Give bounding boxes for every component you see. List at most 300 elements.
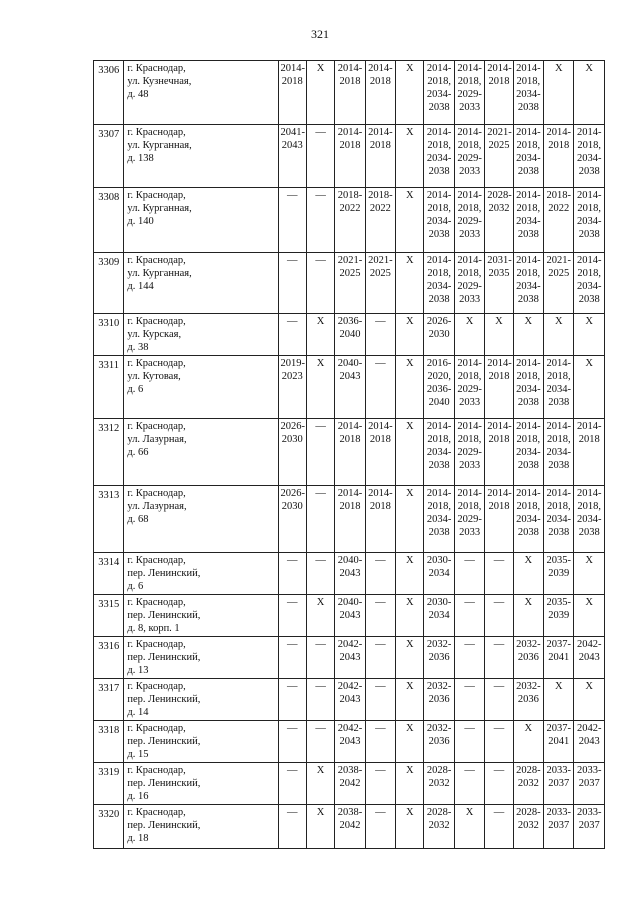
period-cell [574, 763, 605, 805]
schedule-table [93, 60, 605, 849]
period-cell [278, 805, 306, 849]
cell-line: 2034- [516, 281, 541, 292]
cell-line: 2032- [426, 681, 452, 692]
address-line: г. Краснодар, [127, 555, 186, 566]
address-line: пер. Ленинский, [127, 778, 201, 789]
period-cell [574, 486, 605, 553]
period-cell [396, 314, 424, 356]
period-cell [278, 486, 306, 553]
cell-line: — [464, 723, 475, 734]
cell-line: 2014- [576, 190, 602, 201]
cell-line: 2036- [426, 384, 452, 395]
table-row [94, 419, 605, 486]
period-cell [365, 253, 395, 314]
cell-line: 2036 [428, 652, 450, 663]
address-line: д. 13 [127, 665, 149, 676]
cell-line: 2018, [516, 371, 541, 382]
period-cell [544, 595, 574, 637]
period-cell [424, 314, 454, 356]
cell-line: 2043 [339, 652, 361, 663]
period-cell [278, 637, 306, 679]
cell-line: 2014- [426, 63, 452, 74]
cell-line: 2038 [578, 527, 600, 538]
period-cell [335, 637, 365, 679]
address-line: г. Краснодар, [127, 316, 186, 327]
address-line: д. 140 [127, 216, 154, 227]
cell-line: 2038 [428, 460, 450, 471]
cell-line: 2037 [578, 820, 600, 831]
cell-line: X [316, 597, 325, 608]
cell-line: X [524, 555, 533, 566]
period-cell [574, 188, 605, 253]
address-line: д. 16 [127, 791, 149, 802]
cell-line: — [315, 488, 326, 499]
cell-line: 2014- [457, 127, 482, 138]
cell-line: X [585, 316, 594, 327]
period-cell [396, 356, 424, 419]
cell-line: 2014- [516, 358, 541, 369]
cell-line: 2018, [546, 434, 571, 445]
period-cell [424, 188, 454, 253]
cell-line: 2032- [516, 639, 541, 650]
period-cell [278, 125, 306, 188]
address-line: г. Краснодар, [127, 127, 186, 138]
cell-line: — [375, 316, 386, 327]
period-cell [485, 253, 513, 314]
cell-line: 2018, [427, 434, 451, 445]
period-cell [335, 188, 365, 253]
cell-line: X [585, 597, 594, 608]
address-cell [124, 61, 278, 125]
period-cell [365, 763, 395, 805]
cell-line: 2038 [517, 102, 539, 113]
cell-line: — [464, 765, 475, 776]
cell-line: 2014- [546, 488, 571, 499]
cell-line: — [315, 421, 326, 432]
period-cell [513, 314, 543, 356]
cell-line: 2028- [426, 765, 452, 776]
period-cell [574, 61, 605, 125]
period-cell [574, 125, 605, 188]
period-cell [335, 125, 365, 188]
row-number: 3319 [94, 763, 124, 805]
cell-line: — [375, 765, 386, 776]
cell-line: 2034- [576, 153, 602, 164]
period-cell [306, 314, 334, 356]
cell-line: 2018 [369, 434, 391, 445]
cell-line: — [493, 723, 505, 734]
cell-line: 2018 [369, 501, 391, 512]
address-cell [124, 637, 278, 679]
cell-line: 2014- [546, 421, 571, 432]
cell-line: 2034- [516, 216, 541, 227]
period-cell [278, 553, 306, 595]
period-cell [454, 637, 484, 679]
cell-line: 2038- [337, 765, 363, 776]
cell-line: 2034- [546, 447, 571, 458]
address-line: г. Краснодар, [127, 421, 186, 432]
cell-line: 2040- [337, 597, 363, 608]
cell-line: 2022 [369, 203, 391, 214]
cell-line: 2018 [578, 434, 600, 445]
cell-line: 2014- [516, 421, 541, 432]
cell-line: 2038 [517, 460, 539, 471]
cell-line: 2043 [339, 694, 361, 705]
cell-line: 2018 [369, 140, 391, 151]
cell-line: 2037- [546, 723, 571, 734]
cell-line: 2034- [546, 384, 571, 395]
cell-line: 2018, [427, 501, 451, 512]
period-cell [485, 805, 513, 849]
cell-line: — [286, 316, 298, 327]
cell-line: 2014- [457, 190, 482, 201]
period-cell [454, 679, 484, 721]
cell-line: 2038 [517, 527, 539, 538]
period-cell [424, 805, 454, 849]
cell-line: 2018 [339, 140, 361, 151]
period-cell [365, 486, 395, 553]
period-cell [365, 188, 395, 253]
cell-line: 2018, [427, 76, 451, 87]
row-number: 3309 [94, 253, 124, 314]
cell-line: X [405, 488, 414, 499]
cell-line: 2014- [457, 63, 482, 74]
period-cell [454, 61, 484, 125]
cell-line: X [316, 807, 325, 818]
cell-line: X [405, 127, 414, 138]
period-cell [396, 253, 424, 314]
cell-line: 2028- [516, 765, 541, 776]
cell-line: 2023 [281, 371, 303, 382]
cell-line: 2036 [428, 694, 450, 705]
address-cell [124, 356, 278, 419]
cell-line: 2019- [280, 358, 306, 369]
period-cell [306, 679, 334, 721]
cell-line: 2038 [428, 229, 450, 240]
cell-line: 2018- [546, 190, 571, 201]
period-cell [513, 125, 543, 188]
cell-line: 2029- [457, 281, 482, 292]
period-cell [335, 419, 365, 486]
period-cell [278, 721, 306, 763]
cell-line: 2018, [516, 501, 541, 512]
cell-line: 2014- [457, 358, 482, 369]
row-number: 3318 [94, 721, 124, 763]
cell-line: 2020, [427, 371, 451, 382]
period-cell [424, 253, 454, 314]
period-cell [278, 314, 306, 356]
cell-line: — [315, 127, 326, 138]
cell-line: X [316, 358, 325, 369]
cell-line: — [286, 681, 298, 692]
cell-line: 2014- [516, 255, 541, 266]
address-line: пер. Ленинский, [127, 610, 201, 621]
period-cell [365, 595, 395, 637]
period-cell [335, 253, 365, 314]
address-line: г. Краснодар, [127, 488, 186, 499]
period-cell [513, 61, 543, 125]
cell-line: 2032- [426, 723, 452, 734]
address-cell [124, 721, 278, 763]
period-cell [424, 595, 454, 637]
cell-line: 2022 [548, 203, 570, 214]
cell-line: 2038 [578, 166, 600, 177]
period-cell [424, 637, 454, 679]
period-cell [365, 637, 395, 679]
cell-line: 2029- [457, 384, 482, 395]
cell-line: — [375, 639, 386, 650]
period-cell [335, 721, 365, 763]
cell-line: 2032 [428, 820, 450, 831]
period-cell [485, 486, 513, 553]
cell-line: 2021- [487, 127, 512, 138]
cell-line: 2025 [488, 140, 510, 151]
table-row [94, 805, 605, 849]
address-line: пер. Ленинский, [127, 820, 201, 831]
cell-line: 2032 [428, 778, 450, 789]
row-number: 3310 [94, 314, 124, 356]
cell-line: — [375, 723, 386, 734]
period-cell [396, 188, 424, 253]
period-cell [365, 721, 395, 763]
period-cell [544, 419, 574, 486]
page-number: 321 [311, 27, 329, 41]
cell-line: 2018, [457, 434, 482, 445]
cell-line: — [315, 723, 326, 734]
address-line: ул. Лазурная, [127, 501, 187, 512]
cell-line: 2033 [459, 294, 481, 305]
row-number: 3307 [94, 125, 124, 188]
address-line: г. Краснодар, [127, 639, 186, 650]
period-cell [513, 553, 543, 595]
cell-line: 2042- [337, 723, 363, 734]
address-cell [124, 125, 278, 188]
cell-line: 2018 [339, 76, 361, 87]
cell-line: X [316, 316, 325, 327]
period-cell [544, 553, 574, 595]
period-cell [544, 637, 574, 679]
cell-line: 2038 [578, 229, 600, 240]
period-cell [335, 314, 365, 356]
cell-line: 2021- [368, 255, 393, 266]
address-cell [124, 595, 278, 637]
period-cell [544, 763, 574, 805]
cell-line: 2038 [517, 166, 539, 177]
table-row [94, 356, 605, 419]
period-cell [454, 419, 484, 486]
cell-line: 2028- [426, 807, 452, 818]
cell-line: 2042- [337, 681, 363, 692]
period-cell [396, 553, 424, 595]
row-number: 3316 [94, 637, 124, 679]
cell-line: 2018, [516, 76, 541, 87]
period-cell [574, 553, 605, 595]
period-cell [485, 356, 513, 419]
row-number: 3312 [94, 419, 124, 486]
address-line: д. 68 [127, 514, 149, 525]
cell-line: — [286, 807, 298, 818]
cell-line: 2034- [516, 514, 541, 525]
period-cell [396, 486, 424, 553]
cell-line: 2034- [426, 514, 452, 525]
cell-line: 2034- [516, 384, 541, 395]
address-cell [124, 419, 278, 486]
period-cell [365, 553, 395, 595]
cell-line: X [585, 555, 594, 566]
period-cell [544, 721, 574, 763]
period-cell [454, 721, 484, 763]
cell-line: 2040- [337, 358, 363, 369]
period-cell [306, 805, 334, 849]
cell-line: — [493, 555, 505, 566]
cell-line: 2036 [517, 652, 539, 663]
cell-line: 2014- [516, 63, 541, 74]
cell-line: 2037 [548, 820, 570, 831]
address-line: г. Краснодар, [127, 190, 186, 201]
cell-line: 2038 [548, 527, 570, 538]
address-cell [124, 188, 278, 253]
period-cell [396, 419, 424, 486]
cell-line: 2025 [339, 268, 361, 279]
cell-line: 2014- [368, 488, 393, 499]
address-cell [124, 805, 278, 849]
cell-line: X [405, 597, 414, 608]
period-cell [424, 679, 454, 721]
cell-line: 2018, [516, 203, 541, 214]
cell-line: X [524, 597, 533, 608]
period-cell [454, 486, 484, 553]
period-cell [454, 314, 484, 356]
period-cell [574, 419, 605, 486]
cell-line: 2030 [428, 329, 450, 340]
cell-line: 2043 [578, 736, 600, 747]
cell-line: 2014- [516, 488, 541, 499]
cell-line: 2018, [427, 140, 451, 151]
address-line: ул. Курганная, [127, 203, 192, 214]
period-cell [365, 805, 395, 849]
cell-line: 2036 [517, 694, 539, 705]
period-cell [278, 679, 306, 721]
period-cell [513, 253, 543, 314]
table-row [94, 721, 605, 763]
cell-line: 2032 [488, 203, 510, 214]
cell-line: 2018 [488, 371, 510, 382]
cell-line: 2014- [576, 421, 602, 432]
cell-line: 2018, [427, 203, 451, 214]
period-cell [424, 125, 454, 188]
address-cell [124, 679, 278, 721]
address-line: д. 66 [127, 447, 149, 458]
cell-line: X [405, 681, 414, 692]
period-cell [424, 721, 454, 763]
cell-line: 2034- [576, 514, 602, 525]
cell-line: 2039 [548, 568, 570, 579]
cell-line: X [585, 681, 594, 692]
period-cell [335, 763, 365, 805]
cell-line: 2014- [576, 255, 602, 266]
cell-line: 2014- [337, 63, 363, 74]
cell-line: 2014- [368, 421, 393, 432]
cell-line: 2022 [339, 203, 361, 214]
address-line: ул. Лазурная, [127, 434, 187, 445]
cell-line: 2039 [548, 610, 570, 621]
cell-line: X [405, 358, 414, 369]
cell-line: 2043 [281, 140, 303, 151]
cell-line: X [585, 358, 594, 369]
cell-line: X [405, 63, 414, 74]
period-cell [454, 253, 484, 314]
table-row [94, 763, 605, 805]
cell-line: 2034- [516, 89, 541, 100]
cell-line: 2033- [546, 807, 571, 818]
cell-line: 2014- [337, 421, 363, 432]
cell-line: X [405, 639, 414, 650]
cell-line: 2018, [457, 371, 482, 382]
cell-line: 2014- [546, 358, 571, 369]
cell-line: 2018, [457, 76, 482, 87]
cell-line: 2033 [459, 166, 481, 177]
cell-line: 2018 [339, 501, 361, 512]
period-cell [513, 188, 543, 253]
period-cell [574, 595, 605, 637]
cell-line: 2018, [516, 434, 541, 445]
period-cell [396, 721, 424, 763]
cell-line: 2040- [337, 555, 363, 566]
period-cell [424, 553, 454, 595]
period-cell [574, 314, 605, 356]
period-cell [365, 61, 395, 125]
cell-line: X [465, 807, 474, 818]
cell-line: 2037 [578, 778, 600, 789]
period-cell [513, 356, 543, 419]
cell-line: 2033 [459, 102, 481, 113]
cell-line: 2029- [457, 89, 482, 100]
period-cell [485, 679, 513, 721]
period-cell [278, 356, 306, 419]
row-number: 3311 [94, 356, 124, 419]
cell-line: 2014- [337, 488, 363, 499]
cell-line: — [493, 807, 505, 818]
period-cell [574, 721, 605, 763]
cell-line: — [464, 597, 475, 608]
cell-line: 2034- [546, 514, 571, 525]
cell-line: 2034- [426, 281, 452, 292]
cell-line: — [493, 681, 505, 692]
cell-line: 2029- [457, 447, 482, 458]
period-cell [485, 125, 513, 188]
cell-line: 2014- [487, 358, 512, 369]
cell-line: — [464, 555, 475, 566]
cell-line: — [286, 255, 298, 266]
address-cell [124, 553, 278, 595]
period-cell [424, 61, 454, 125]
cell-line: 2018 [339, 434, 361, 445]
address-line: д. 18 [127, 833, 149, 844]
cell-line: 2034- [516, 153, 541, 164]
cell-line: — [315, 190, 326, 201]
address-line: г. Краснодар, [127, 723, 186, 734]
period-cell [365, 419, 395, 486]
cell-line: 2018, [516, 268, 541, 279]
table-row [94, 553, 605, 595]
cell-line: 2018 [488, 434, 510, 445]
cell-line: — [286, 597, 298, 608]
row-number: 3306 [94, 61, 124, 125]
period-cell [544, 679, 574, 721]
cell-line: 2018 [488, 76, 510, 87]
cell-line: 2021- [546, 255, 571, 266]
period-cell [454, 595, 484, 637]
